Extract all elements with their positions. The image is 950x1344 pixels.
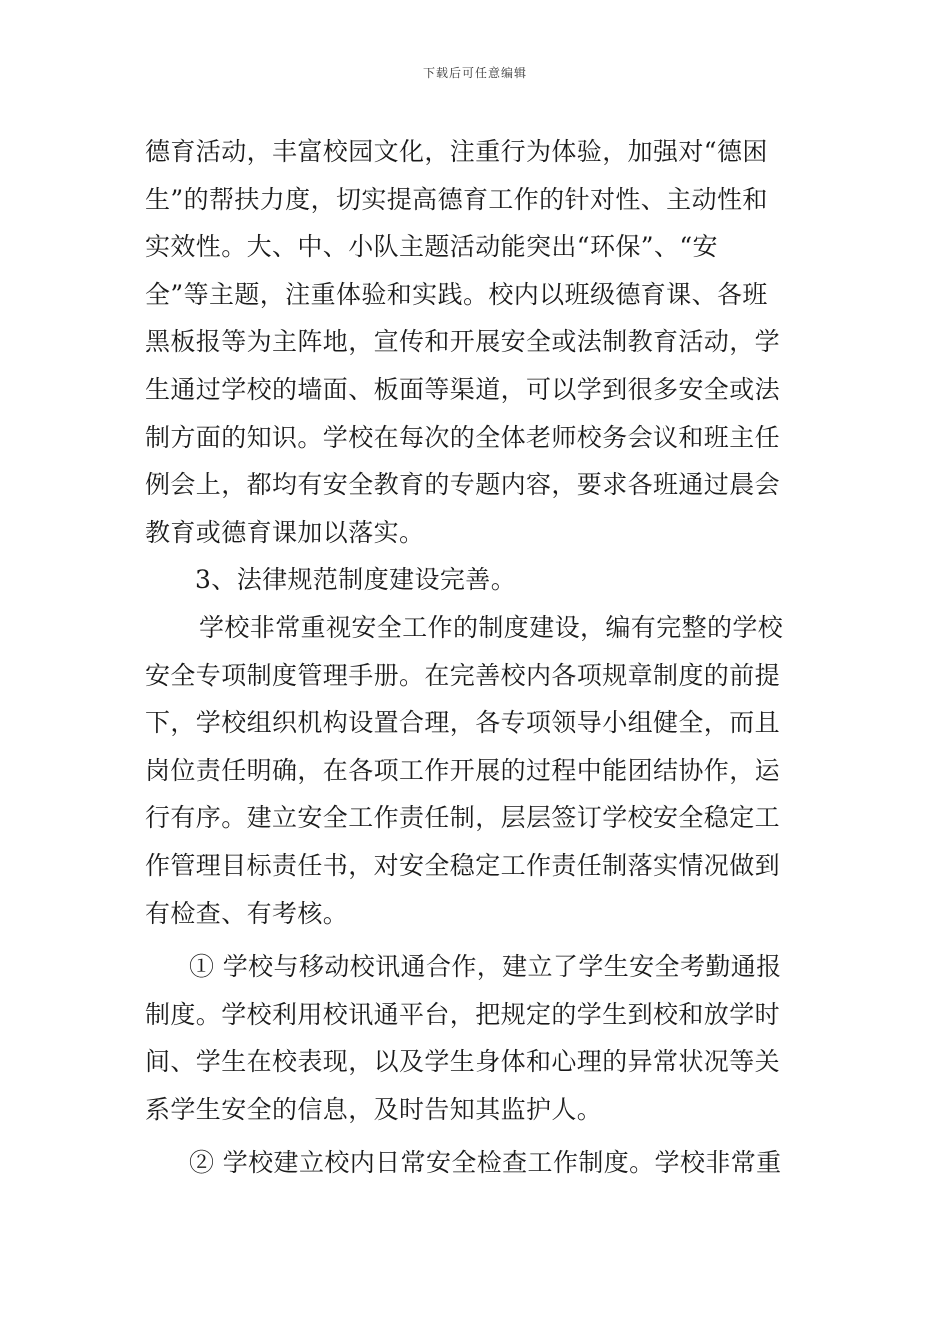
- text-line: 作管理目标责任书，对安全稳定工作责任制落实情况做到: [145, 850, 781, 880]
- text-line: 有检查、有考核。: [145, 898, 349, 928]
- list-item-start: ① 学校与移动校讯通合作，建立了学生安全考勤通报: [189, 952, 782, 982]
- text-line: 下，学校组织机构设置合理，各专项领导小组健全，而且: [145, 708, 781, 738]
- text-line: 岗位责任明确，在各项工作开展的过程中能团结协作，运: [145, 755, 781, 785]
- text-line: 间、学生在校表现，以及学生身体和心理的异常状况等关: [145, 1047, 781, 1077]
- list-item-start: ② 学校建立校内日常安全检查工作制度。学校非常重: [189, 1148, 782, 1178]
- section-heading: 3、法律规范制度建设完善。: [195, 565, 517, 595]
- document-body: [145, 128, 807, 1187]
- text-line: 学校非常重视安全工作的制度建设，编有完整的学校: [199, 612, 784, 642]
- text-line: 德育活动，丰富校园文化，注重行为体验，加强对“德困: [145, 137, 768, 166]
- text-line: 安全专项制度管理手册。在完善校内各项规章制度的前提: [145, 660, 781, 690]
- text-line: 系学生安全的信息，及时告知其监护人。: [145, 1094, 603, 1124]
- text-line: 教育或德育课加以落实。: [145, 517, 425, 547]
- text-line: 黑板报等为主阵地，宣传和开展安全或法制教育活动，学: [145, 327, 781, 357]
- text-line: 制度。学校利用校讯通平台，把规定的学生到校和放学时: [145, 999, 781, 1029]
- text-line: 全”等主题，注重体验和实践。校内以班级德育课、各班: [145, 279, 768, 309]
- text-line: 实效性。大、中、小队主题活动能突出“环保”、“安: [145, 232, 718, 262]
- text-line: 生通过学校的墙面、板面等渠道，可以学到很多安全或法: [145, 374, 781, 404]
- text-line: 例会上，都均有安全教育的专题内容，要求各班通过晨会: [145, 470, 781, 500]
- header-note: 下载后可任意编辑: [422, 66, 527, 80]
- text-line: 生”的帮扶力度，切实提高德育工作的针对性、主动性和: [145, 184, 768, 214]
- text-line: 制方面的知识。学校在每次的全体老师校务会议和班主任: [145, 422, 781, 452]
- text-line: 行有序。建立安全工作责任制，层层签订学校安全稳定工: [145, 803, 781, 833]
